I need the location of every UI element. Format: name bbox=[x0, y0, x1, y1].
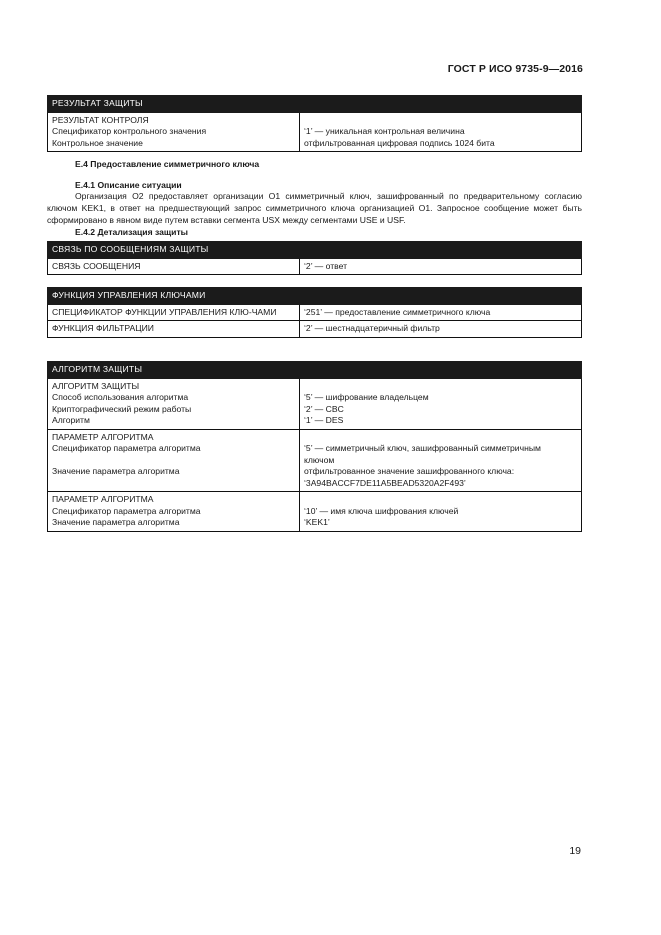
table-cell-left bbox=[48, 429, 300, 492]
cell-line bbox=[304, 381, 577, 393]
cell-line bbox=[52, 455, 295, 467]
cell-line: ПАРАМЕТР АЛГОРИТМА bbox=[52, 431, 154, 442]
section-paragraph bbox=[47, 191, 582, 226]
cell-line: Значение параметра алгоритма bbox=[52, 517, 180, 527]
cell-line: Спецификатор параметра алгоритма bbox=[52, 505, 201, 516]
cell-line: Спецификатор параметра алгоритма bbox=[52, 443, 201, 453]
table-title: СВЯЗЬ ПО СООБЩЕНИЯМ ЗАЩИТЫ bbox=[48, 242, 582, 259]
table-cell-right bbox=[300, 112, 582, 152]
cell-line: ‘3A94BACCF7DE11A5BEAD5320A2F493’ bbox=[304, 477, 466, 488]
table-cell-left bbox=[48, 378, 300, 429]
table-cell-right bbox=[300, 378, 582, 429]
cell-line: Криптографический режим работы bbox=[52, 403, 192, 414]
cell-line: Контрольное значение bbox=[52, 137, 143, 148]
cell-line: отфильтрованная цифровая подпись 1024 бита bbox=[304, 137, 495, 148]
table-cell-left: СПЕЦИФИКАТОР ФУНКЦИИ УПРАВЛЕНИЯ КЛЮ-ЧАМИ bbox=[48, 304, 300, 321]
security-algorithm-table bbox=[47, 361, 582, 532]
security-result-table bbox=[47, 95, 582, 152]
cell-line: ‘2’ — CBC bbox=[304, 403, 344, 414]
cell-line: РЕЗУЛЬТАТ КОНТРОЛЯ bbox=[52, 114, 149, 125]
table-cell-left bbox=[48, 492, 300, 532]
table-title: АЛГОРИТМ ЗАЩИТЫ bbox=[48, 362, 582, 379]
cell-line: ‘5’ — симметричный ключ, зашифрованный симметричным bbox=[304, 443, 541, 453]
cell-line: Алгоритм bbox=[52, 415, 90, 425]
table-cell-right: ‘251’ — предоставление симметричного ключа bbox=[300, 304, 582, 321]
cell-line bbox=[304, 432, 577, 444]
cell-line: Значение параметра алгоритма bbox=[52, 466, 180, 476]
cell-line: АЛГОРИТМ ЗАЩИТЫ bbox=[52, 380, 140, 391]
cell-line: ключом bbox=[304, 454, 335, 465]
message-link-table bbox=[47, 241, 582, 275]
cell-line: ‘1’ — DES bbox=[304, 415, 344, 425]
standard-designation: ГОСТ Р ИСО 9735-9—2016 bbox=[447, 63, 583, 75]
page-number: 19 bbox=[569, 845, 581, 857]
cell-line bbox=[304, 115, 577, 127]
cell-line: отфильтрованное значение зашифрованного ключа: bbox=[304, 466, 515, 476]
cell-line: ‘10’ — имя ключа шифрования ключей bbox=[304, 505, 459, 516]
cell-line: ПАРАМЕТР АЛГОРИТМА bbox=[52, 494, 154, 504]
table-cell-left bbox=[48, 112, 300, 152]
paragraph-text: Организация О2 предоставляет организации О1 симметричный ключ, зашифрованный по предварительному согласию ключом KEK1, в ответ на предшествующий запрос симметричного ключа организацией О1. Запросное сообщение может быть сформировано в явном виде путем вставки сегмента USX между сегментами USE и USF. bbox=[47, 191, 582, 225]
cell-line: ‘5’ — шифрование владельцем bbox=[304, 392, 429, 402]
table-title: РЕЗУЛЬТАТ ЗАЩИТЫ bbox=[48, 96, 582, 113]
table-cell-right: ‘2’ — ответ bbox=[300, 258, 582, 275]
cell-line: ‘KEK1’ bbox=[304, 517, 330, 527]
table-cell-right bbox=[300, 429, 582, 492]
section-heading-e41: Е.4.1 Описание ситуации bbox=[75, 180, 182, 190]
cell-line: ‘1’ — уникальная контрольная величина bbox=[304, 126, 465, 136]
section-heading-e42: Е.4.2 Детализация защиты bbox=[75, 227, 189, 237]
cell-line: Способ использования алгоритма bbox=[52, 392, 189, 402]
table-title: ФУНКЦИЯ УПРАВЛЕНИЯ КЛЮЧАМИ bbox=[48, 288, 582, 305]
cell-line: Спецификатор контрольного значения bbox=[52, 126, 207, 136]
table-cell-left: ФУНКЦИЯ ФИЛЬТРАЦИИ bbox=[48, 321, 300, 338]
cell-line bbox=[304, 494, 577, 506]
table-cell-right bbox=[300, 492, 582, 532]
table-cell-right: ‘2’ — шестнадцатеричный фильтр bbox=[300, 321, 582, 338]
key-management-table bbox=[47, 287, 582, 338]
table-cell-left: СВЯЗЬ СООБЩЕНИЯ bbox=[48, 258, 300, 275]
section-heading-e4: Е.4 Предоставление симметричного ключа bbox=[75, 159, 260, 169]
